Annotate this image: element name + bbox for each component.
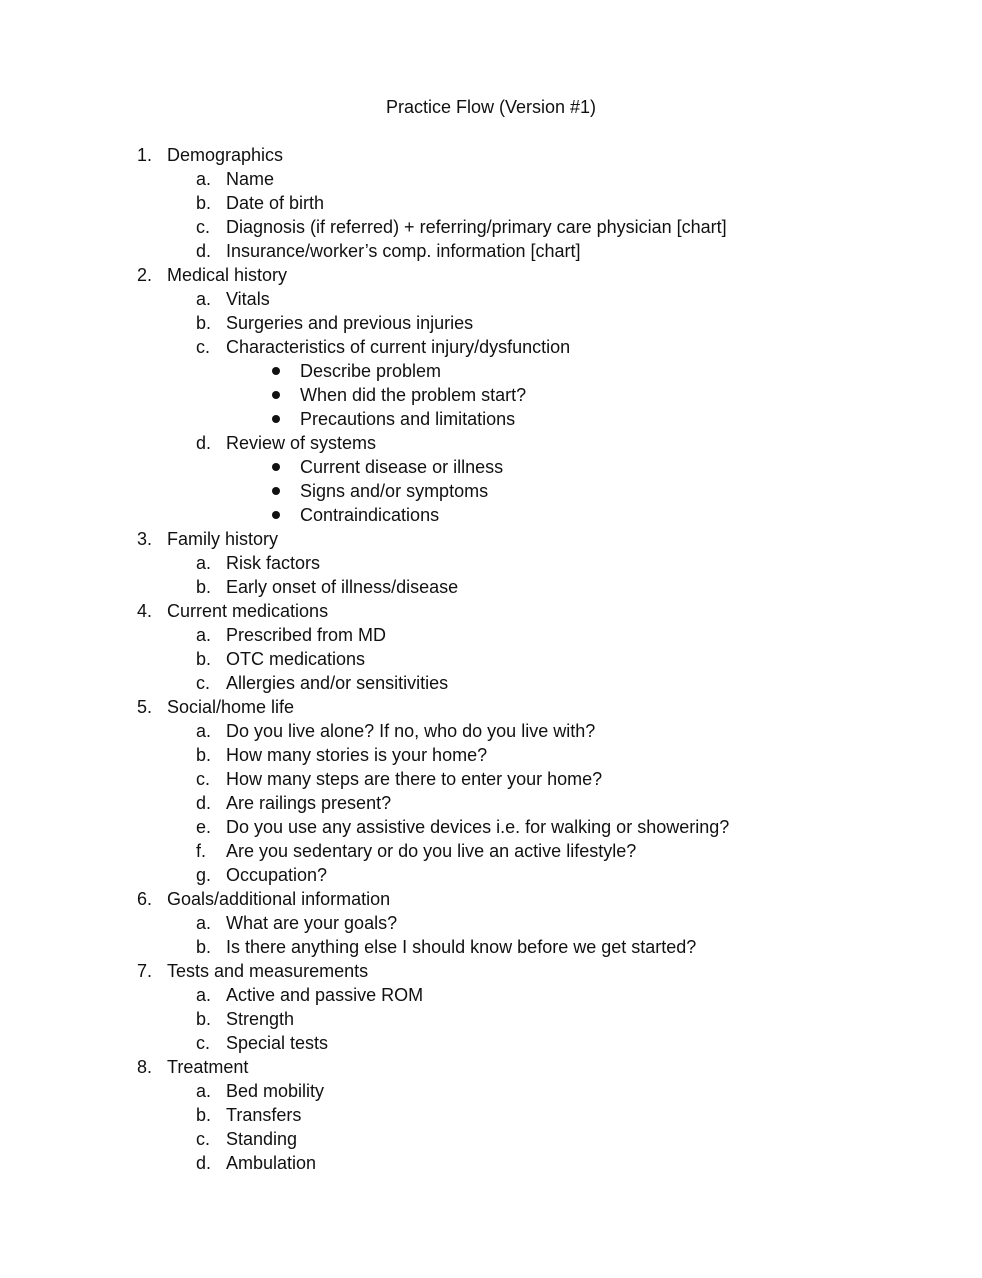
item-letter: b.: [196, 193, 212, 213]
section-number: 4.: [137, 601, 153, 621]
item-letter: b.: [196, 577, 212, 597]
item-text: Occupation?: [226, 865, 328, 885]
item-text: Are railings present?: [226, 793, 392, 813]
item-text: Do you use any assistive devices i.e. for walking or showering?: [226, 817, 730, 837]
section-number: 8.: [137, 1057, 153, 1077]
item-text: OTC medications: [226, 649, 366, 669]
item-text: Prescribed from MD: [226, 625, 387, 645]
list-item: [0, 575, 982, 599]
bullet-text: Precautions and limitations: [300, 409, 516, 429]
item-text: What are your goals?: [226, 913, 398, 933]
item-text: Name: [226, 169, 275, 189]
item-letter: c.: [196, 217, 211, 237]
bullet-text: Contraindications: [300, 505, 440, 525]
section-number: 1.: [137, 145, 153, 165]
item-text: Active and passive ROM: [226, 985, 424, 1005]
list-item: [0, 1031, 982, 1055]
item-text: Date of birth: [226, 193, 325, 213]
list-item: [0, 1151, 982, 1175]
item-letter: f.: [196, 841, 207, 861]
item-text: Transfers: [226, 1105, 302, 1125]
list-item: [0, 1007, 982, 1031]
item-letter: d.: [196, 1153, 212, 1173]
section-label: Tests and measurements: [167, 961, 369, 981]
item-letter: g.: [196, 865, 212, 885]
bullet-text: Describe problem: [300, 361, 442, 381]
list-item: [0, 647, 982, 671]
bullet-dot-icon: [272, 367, 280, 375]
item-text: Ambulation: [226, 1153, 317, 1173]
item-text: Bed mobility: [226, 1081, 325, 1101]
item-letter: d.: [196, 241, 212, 261]
section-label: Current medications: [167, 601, 329, 621]
section-heading: [0, 599, 982, 623]
page-title: Practice Flow (Version #1): [385, 97, 597, 117]
section-heading: [0, 263, 982, 287]
item-text: Risk factors: [226, 553, 321, 573]
section-heading: [0, 1055, 982, 1079]
item-letter: b.: [196, 745, 212, 765]
list-item: [0, 719, 982, 743]
list-item: [0, 935, 982, 959]
item-letter: a.: [196, 169, 212, 189]
item-letter: b.: [196, 313, 212, 333]
item-text: Diagnosis (if referred) + referring/primary care physician [chart]: [226, 217, 727, 237]
section-number: 3.: [137, 529, 153, 549]
section-heading: [0, 527, 982, 551]
item-letter: a.: [196, 553, 212, 573]
section-heading: [0, 143, 982, 167]
list-item: [0, 431, 982, 455]
bullet-dot-icon: [272, 415, 280, 423]
item-text: Do you live alone? If no, who do you live with?: [226, 721, 596, 741]
item-letter: a.: [196, 913, 212, 933]
list-item: [0, 215, 982, 239]
item-text: Special tests: [226, 1033, 329, 1053]
item-letter: a.: [196, 721, 212, 741]
item-text: Review of systems: [226, 433, 377, 453]
list-item: [0, 191, 982, 215]
bullet-item: [0, 407, 982, 431]
bullet-dot-icon: [272, 511, 280, 519]
outline-list: [0, 143, 982, 1175]
section-number: 7.: [137, 961, 153, 981]
section-label: Social/home life: [167, 697, 295, 717]
item-text: Insurance/worker’s comp. information [chart]: [226, 241, 581, 261]
item-letter: a.: [196, 1081, 212, 1101]
item-letter: d.: [196, 433, 212, 453]
item-text: Strength: [226, 1009, 295, 1029]
section-heading: [0, 695, 982, 719]
list-item: [0, 623, 982, 647]
list-item: [0, 167, 982, 191]
list-item: [0, 335, 982, 359]
bullet-text: When did the problem start?: [300, 385, 527, 405]
item-letter: b.: [196, 937, 212, 957]
list-item: [0, 863, 982, 887]
item-text: Surgeries and previous injuries: [226, 313, 474, 333]
section-label: Demographics: [167, 145, 284, 165]
item-text: Vitals: [226, 289, 270, 309]
list-item: [0, 551, 982, 575]
item-letter: c.: [196, 769, 211, 789]
item-text: Allergies and/or sensitivities: [226, 673, 449, 693]
bullet-dot-icon: [272, 391, 280, 399]
item-text: How many stories is your home?: [226, 745, 488, 765]
bullet-item: [0, 359, 982, 383]
item-text: How many steps are there to enter your home?: [226, 769, 603, 789]
bullet-dot-icon: [272, 487, 280, 495]
item-letter: e.: [196, 817, 212, 837]
bullet-item: [0, 455, 982, 479]
section-label: Treatment: [167, 1057, 249, 1077]
list-item: [0, 791, 982, 815]
item-letter: c.: [196, 1033, 211, 1053]
item-text: Early onset of illness/disease: [226, 577, 459, 597]
list-item: [0, 815, 982, 839]
list-item: [0, 311, 982, 335]
item-letter: c.: [196, 337, 211, 357]
item-text: Characteristics of current injury/dysfunction: [226, 337, 571, 357]
item-text: Are you sedentary or do you live an active lifestyle?: [226, 841, 637, 861]
list-item: [0, 1127, 982, 1151]
bullet-item: [0, 383, 982, 407]
list-item: [0, 983, 982, 1007]
section-label: Medical history: [167, 265, 288, 285]
item-letter: b.: [196, 1105, 212, 1125]
section-number: 5.: [137, 697, 153, 717]
item-text: Is there anything else I should know before we get started?: [226, 937, 697, 957]
section-label: Family history: [167, 529, 279, 549]
list-item: [0, 911, 982, 935]
section-heading: [0, 959, 982, 983]
bullet-text: Signs and/or symptoms: [300, 481, 489, 501]
item-letter: b.: [196, 649, 212, 669]
list-item: [0, 671, 982, 695]
bullet-item: [0, 503, 982, 527]
item-text: Standing: [226, 1129, 298, 1149]
bullet-item: [0, 479, 982, 503]
item-letter: c.: [196, 1129, 211, 1149]
list-item: [0, 743, 982, 767]
item-letter: d.: [196, 793, 212, 813]
bullet-dot-icon: [272, 463, 280, 471]
item-letter: c.: [196, 673, 211, 693]
section-heading: [0, 887, 982, 911]
list-item: [0, 767, 982, 791]
section-number: 6.: [137, 889, 153, 909]
list-item: [0, 1103, 982, 1127]
section-number: 2.: [137, 265, 153, 285]
section-label: Goals/additional information: [167, 889, 391, 909]
list-item: [0, 1079, 982, 1103]
item-letter: a.: [196, 289, 212, 309]
item-letter: a.: [196, 985, 212, 1005]
list-item: [0, 839, 982, 863]
list-item: [0, 287, 982, 311]
item-letter: b.: [196, 1009, 212, 1029]
bullet-text: Current disease or illness: [300, 457, 504, 477]
list-item: [0, 239, 982, 263]
item-letter: a.: [196, 625, 212, 645]
